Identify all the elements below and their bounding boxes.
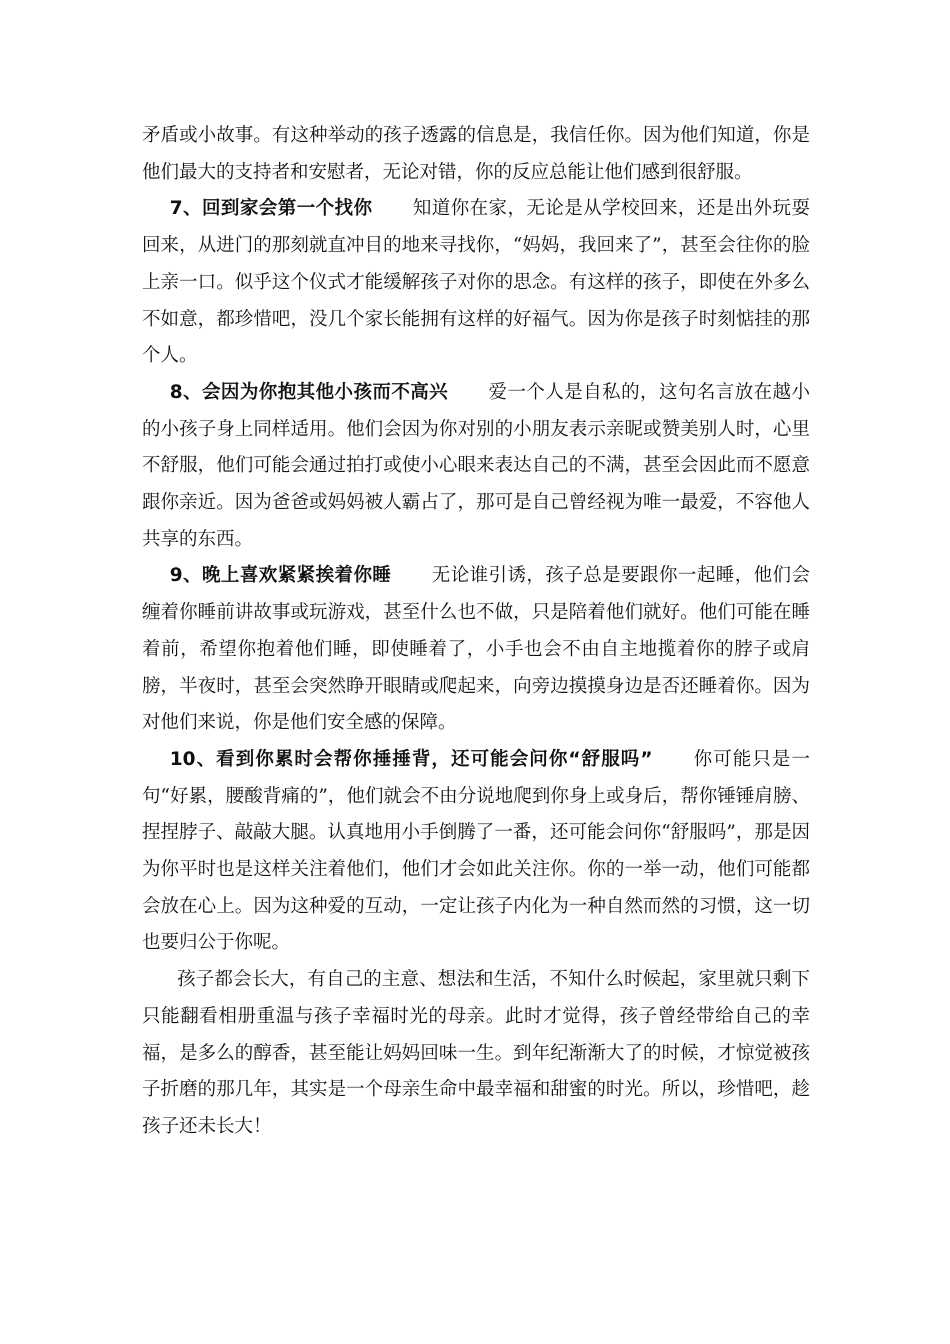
paragraph-text: 知道你在家，无论是从学校回来，还是出外玩耍回来，从进门的那刻就直冲目的地来寻找你，“妈妈，我回来了”，甚至会往你的脸上亲一口。似乎这个仪式才能缓解孩子对你的思念。有这样的孩子，即使在外多么不如意，都珍惜吧，没几个家长能拥有这样的好福气。因为你是孩子时刻惦挂的那个人。 (142, 198, 810, 367)
paragraph-item-8 (142, 375, 810, 559)
paragraph-text: 无论谁引诱，孩子总是要跟你一起睡，他们会缠着你睡前讲故事或玩游戏，甚至什么也不做，只是陪着他们就好。他们可能在睡着前，希望你抱着他们睡，即使睡着了，小手也会不由自主地揽着你的脖子或肩膀，半夜时，甚至会突然睁开眼睛或爬起来，向旁边摸摸身边是否还睡着你。因为对他们来说，你是他们安全感的保障。 (142, 565, 810, 734)
paragraph-intro (142, 118, 810, 191)
document-body (142, 118, 810, 1146)
paragraph-item-7 (142, 191, 810, 375)
paragraph-text: 孩子都会长大，有自己的主意、想法和生活，不知什么时候起，家里就只剩下只能翻看相册重温与孩子幸福时光的母亲。此时才觉得，孩子曾经带给自己的幸福，是多么的醇香，甚至能让妈妈回味一生。到年纪渐渐大了的时候，才惊觉被孩子折磨的那几年，其实是一个母亲生命中最幸福和甜蜜的时光。所以，珍惜吧，趁孩子还未长大！ (142, 969, 810, 1137)
item-heading: 8、会因为你抱其他小孩而不高兴 (169, 381, 449, 403)
paragraph-item-9 (142, 558, 810, 742)
paragraph-text: 你可能只是一句“好累，腰酸背痛的”，他们就会不由分说地爬到你身上或身后，帮你锤锤肩膀、捏捏脖子、敲敲大腿。认真地用小手倒腾了一番，还可能会问你“舒服吗”，那是因为你平时也是这样关注着他们，他们才会如此关注你。你的一举一动，他们可能都会放在心上。因为这种爱的互动，一定让孩子内化为一种自然而然的习惯，这一切也要归公于你呢。 (142, 748, 810, 954)
paragraph-conclusion (142, 962, 810, 1146)
paragraph-text: 爱一个人是自私的，这句名言放在越小的小孩子身上同样适用。他们会因为你对别的小朋友表示亲昵或赞美别人时，心里不舒服，他们可能会通过拍打或使小心眼来表达自己的不满，甚至会因此而不愿意跟你亲近。因为爸爸或妈妈被人霸占了，那可是自己曾经视为唯一最爱，不容他人共享的东西。 (142, 381, 810, 550)
item-heading: 9、晚上喜欢紧紧挨着你睡 (169, 565, 392, 587)
item-heading: 7、回到家会第一个找你 (169, 198, 373, 220)
paragraph-text: 矛盾或小故事。有这种举动的孩子透露的信息是，我信任你。因为他们知道，你是他们最大的支持者和安慰者，无论对错，你的反应总能让他们感到很舒服。 (142, 125, 810, 183)
paragraph-item-10 (142, 742, 810, 962)
item-heading: 10、看到你累时会帮你捶捶背，还可能会问你“舒服吗” (169, 748, 653, 770)
